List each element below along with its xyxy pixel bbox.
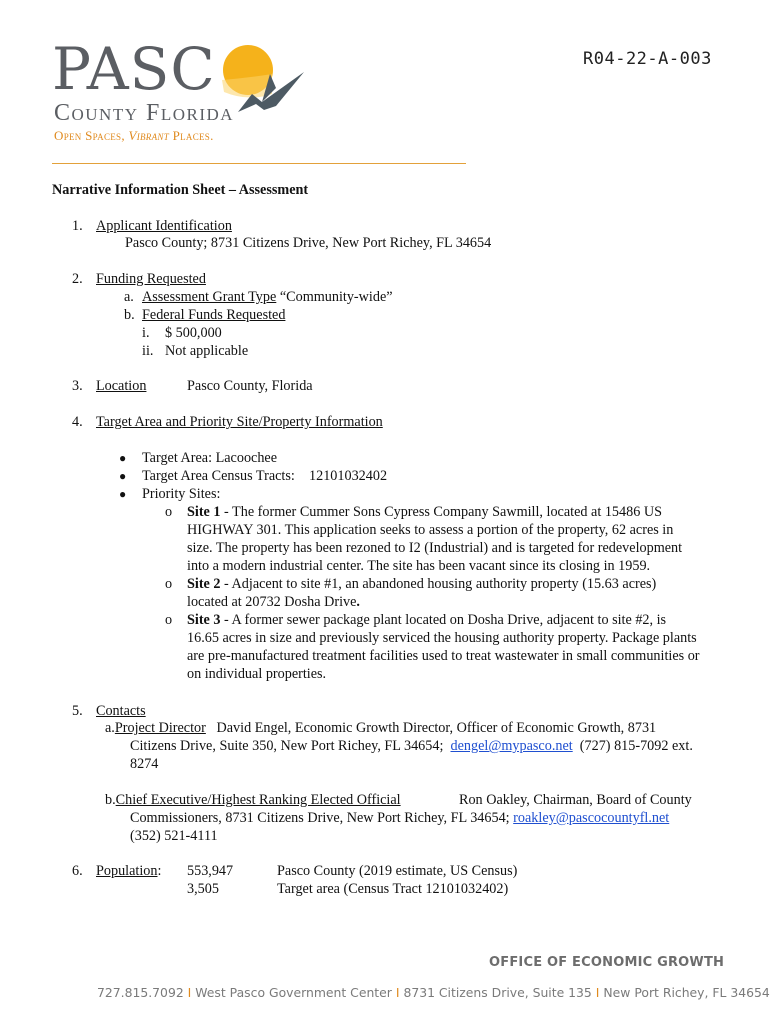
bullet-icon: ●	[119, 487, 127, 501]
site-2-line: located at 20732 Dosha Drive.	[187, 594, 360, 610]
header-divider	[52, 163, 466, 164]
section-2-heading: Funding Requested	[96, 271, 206, 287]
site-1-line: into a modern industrial center. The site has been vacant since its closing in 1959.	[187, 558, 651, 574]
list-item: Priority Sites:	[142, 486, 221, 502]
section-2-number: 2.	[72, 271, 83, 287]
chief-executive-email-link[interactable]: roakley@pascocountyfl.net	[513, 810, 670, 826]
section-4-heading: Target Area and Priority Site/Property Information	[96, 414, 383, 430]
site-3-line: Site 3 - A former sewer package plant located on Dosha Drive, adjacent to site #2, is	[187, 612, 667, 628]
project-director-line: 8274	[130, 756, 159, 772]
logo-county-florida: County Florida	[54, 100, 235, 126]
site-2-line: Site 2 - Adjacent to site #1, an abandoned housing authority property (15.63 acres)	[187, 576, 657, 592]
population-desc: Pasco County (2019 estimate, US Census)	[277, 863, 518, 879]
sub-bullet-icon: o	[165, 576, 173, 592]
section-1-number: 1.	[72, 218, 83, 234]
population-desc: Target area (Census Tract 12101032402)	[277, 881, 509, 897]
section-4-number: 4.	[72, 414, 83, 430]
list-marker-i: i.	[142, 325, 150, 341]
section-3-heading: Location	[96, 378, 147, 394]
footer-address: 727.815.7092 I West Pasco Government Center I 8731 Citizens Drive, Suite 135 I New Port Richey, FL 34654	[97, 985, 770, 1000]
project-director-email-link[interactable]: dengel@mypasco.net	[450, 738, 573, 754]
footer-title: OFFICE OF ECONOMIC GROWTH	[489, 955, 725, 970]
funds-amount: $ 500,000	[165, 325, 222, 341]
chief-executive-line: b.Chief Executive/Highest Ranking Elected Official	[105, 792, 401, 808]
section-6-number: 6.	[72, 863, 83, 879]
funds-note: Not applicable	[165, 343, 249, 359]
page-title: Narrative Information Sheet – Assessment	[52, 182, 309, 198]
location-value: Pasco County, Florida	[187, 378, 313, 394]
section-3-number: 3.	[72, 378, 83, 394]
bullet-icon: ●	[119, 451, 127, 465]
list-item: Target Area Census Tracts: 12101032402	[142, 468, 388, 484]
section-5-number: 5.	[72, 703, 83, 719]
section-5-heading: Contacts	[96, 703, 146, 719]
site-1-line: HIGHWAY 301. This application seeks to assess a portion of the property, 62 acres in	[187, 522, 674, 538]
population-value: 553,947	[187, 863, 234, 879]
population-value: 3,505	[187, 881, 219, 897]
sub-bullet-icon: o	[165, 504, 173, 520]
project-director-line: a.Project Director David Engel, Economic Growth Director, Officer of Economic Growth, 8731	[105, 720, 657, 736]
site-1-line: Site 1 - The former Cummer Sons Cypress Company Sawmill, located at 15486 US	[187, 504, 662, 520]
list-item: Target Area: Lacoochee	[142, 450, 278, 466]
site-3-line: are pre-manufactured treatment facilities used to treat wastewater in small communities or	[187, 648, 700, 664]
chief-executive-line: Commissioners, 8731 Citizens Drive, New Port Richey, FL 34654; roakley@pascocountyfl.net	[130, 810, 670, 826]
project-director-line: Citizens Drive, Suite 350, New Port Richey, FL 34654; dengel@mypasco.net (727) 815-7092 ext.	[130, 738, 693, 754]
logo-wordmark: PASC	[52, 35, 216, 103]
bullet-icon: ●	[119, 469, 127, 483]
chief-executive-name: Ron Oakley, Chairman, Board of County	[459, 792, 692, 808]
site-3-line: 16.65 acres in size and previously serviced the housing authority property. Package plants	[187, 630, 697, 646]
list-marker-a: a.	[124, 289, 134, 305]
federal-funds-label: Federal Funds Requested	[142, 307, 286, 323]
site-1-line: size. The property has been rezoned to I2 (Industrial) and is targeted for redevelopment	[187, 540, 683, 556]
chief-executive-line: (352) 521-4111	[130, 828, 218, 844]
list-marker-ii: ii.	[142, 343, 154, 359]
site-3-line: on individual properties.	[187, 666, 327, 682]
section-6-heading: Population:	[96, 863, 162, 879]
list-marker-b: b.	[124, 307, 135, 323]
document-id: R04-22-A-003	[583, 49, 712, 69]
applicant-identification: Pasco County; 8731 Citizens Drive, New Port Richey, FL 34654	[125, 235, 492, 251]
sub-bullet-icon: o	[165, 612, 173, 628]
section-1-heading: Applicant Identification	[96, 218, 232, 234]
logo-tagline: Open Spaces, Vibrant Places.	[54, 128, 214, 143]
grant-type: Assessment Grant Type “Community-wide”	[142, 289, 393, 305]
